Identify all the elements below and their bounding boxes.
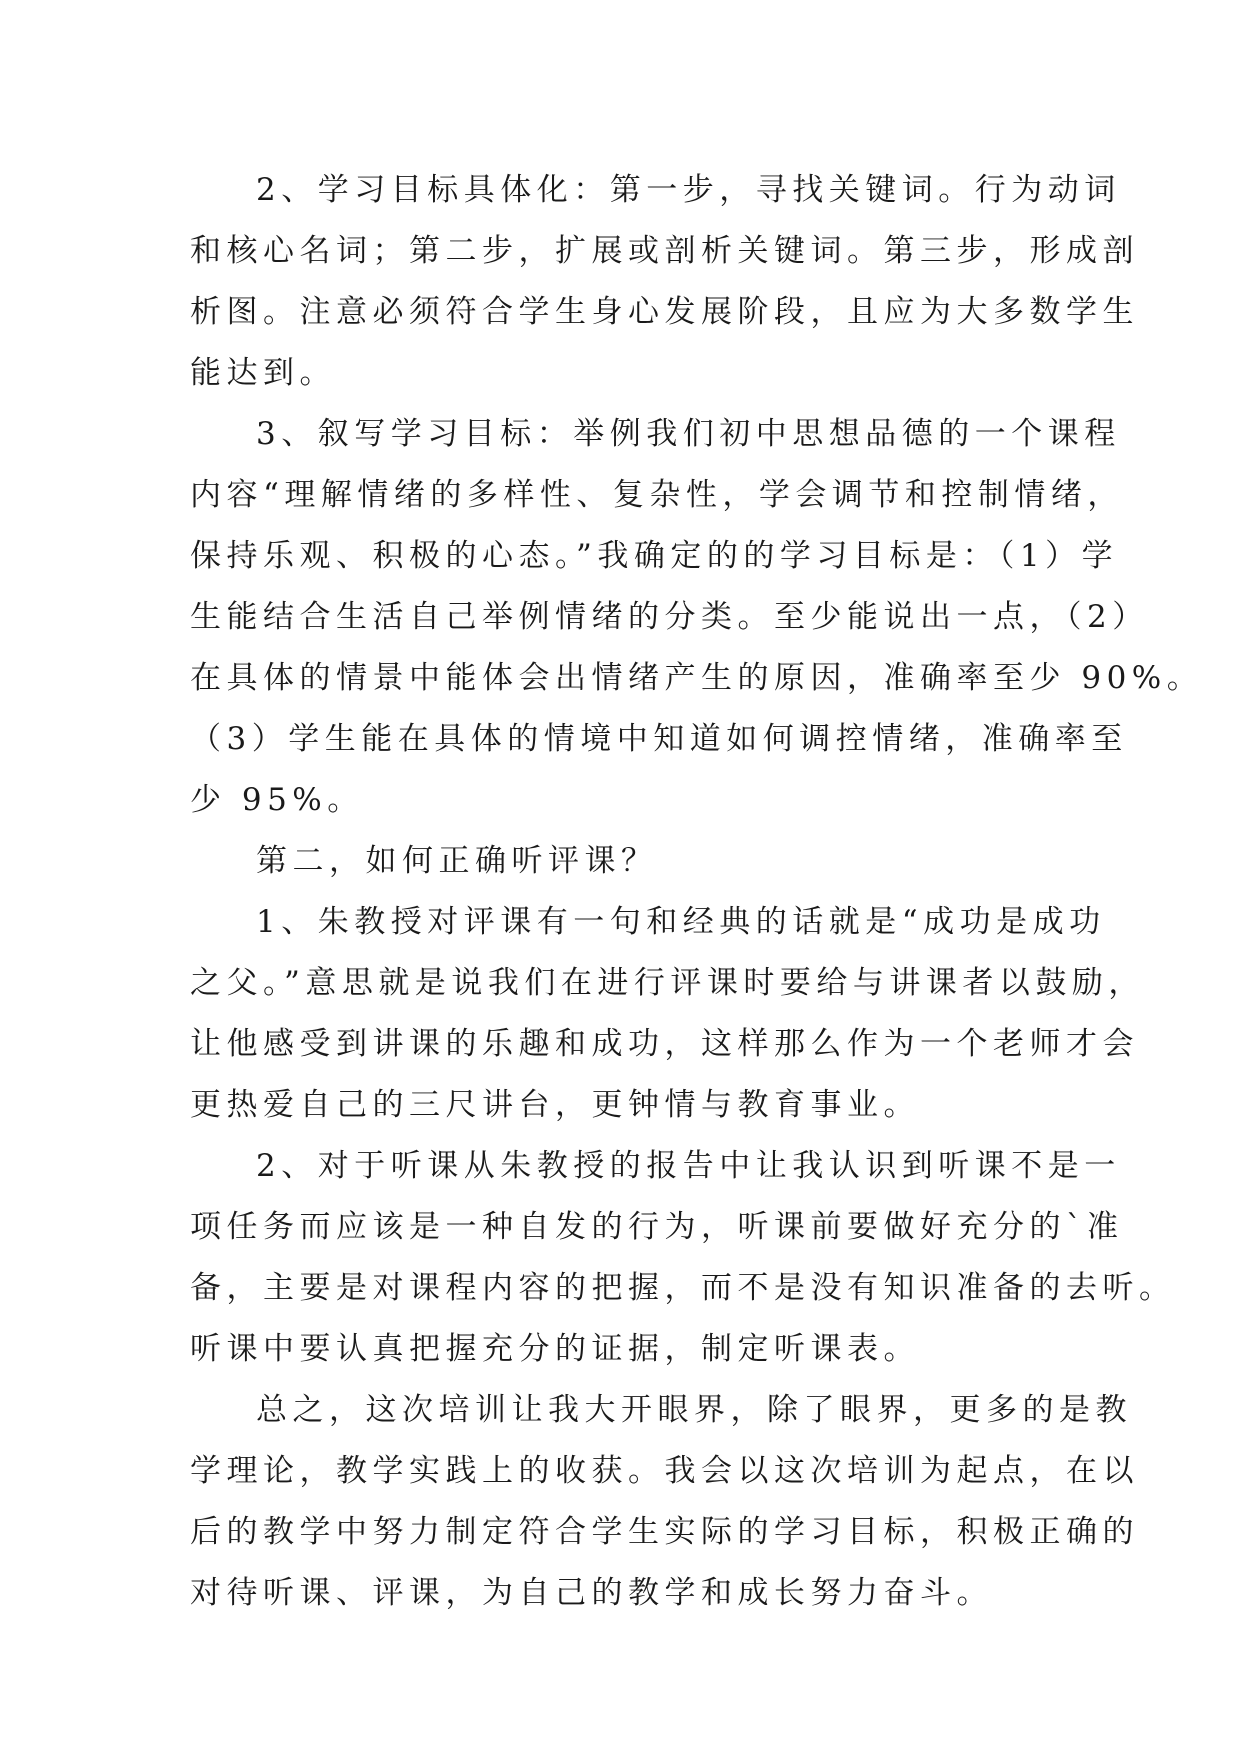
text-line: 1、朱教授对评课有一句和经典的话就是“成功是成功 bbox=[256, 904, 1106, 940]
text-line: 内容“理解情绪的多样性、复杂性，学会调节和控制情绪， bbox=[190, 477, 1124, 513]
text-line: 听课中要认真把握充分的证据，制定听课表。 bbox=[190, 1331, 920, 1367]
text-line: 生能结合生活自己举例情绪的分类。至少能说出一点，（2） bbox=[190, 599, 1149, 635]
text-line: 少 95%。 bbox=[190, 782, 364, 818]
text-line: 2、学习目标具体化：第一步，寻找关键词。行为动词 bbox=[256, 172, 1121, 208]
text-line: 2、对于听课从朱教授的报告中让我认识到听课不是一 bbox=[256, 1148, 1121, 1184]
paragraph-lesson-observation bbox=[190, 1136, 1176, 1380]
paragraph-learning-goals-specific bbox=[190, 160, 1139, 404]
paragraph-evaluation-quote bbox=[190, 892, 1145, 1136]
section-heading-lesson-evaluation bbox=[190, 831, 1090, 892]
text-line: 和核心名词；第二步，扩展或剖析关键词。第三步，形成剖 bbox=[190, 233, 1139, 269]
text-line: 更热爱自己的三尺讲台，更钟情与教育事业。 bbox=[190, 1087, 920, 1123]
text-line: 对待听课、评课，为自己的教学和成长努力奋斗。 bbox=[190, 1575, 993, 1611]
text-line: 析图。注意必须符合学生身心发展阶段，且应为大多数学生 bbox=[190, 294, 1139, 330]
paragraph-write-learning-goals bbox=[190, 404, 1204, 831]
text-line: 之父。”意思就是说我们在进行评课时要给与讲课者以鼓励， bbox=[190, 965, 1145, 1001]
text-line: （3）学生能在具体的情境中知道如何调控情绪，准确率至 bbox=[190, 721, 1128, 757]
section-heading: 第二，如何正确听评课？ bbox=[256, 843, 658, 879]
text-line: 备，主要是对课程内容的把握，而不是没有知识准备的去听。 bbox=[190, 1270, 1176, 1306]
text-line: 项任务而应该是一种自发的行为，听课前要做好充分的`准 bbox=[190, 1209, 1124, 1245]
text-line: 保持乐观、积极的心态。”我确定的的学习目标是：（1）学 bbox=[190, 538, 1119, 574]
text-line: 让他感受到讲课的乐趣和成功，这样那么作为一个老师才会 bbox=[190, 1026, 1139, 1062]
text-line: 后的教学中努力制定符合学生实际的学习目标，积极正确的 bbox=[190, 1514, 1139, 1550]
text-line: 3、叙写学习目标：举例我们初中思想品德的一个课程 bbox=[256, 416, 1121, 452]
text-line: 学理论，教学实践上的收获。我会以这次培训为起点，在以 bbox=[190, 1453, 1139, 1489]
text-line: 在具体的情景中能体会出情绪产生的原因，准确率至少 90%。 bbox=[190, 660, 1204, 696]
text-line: 总之，这次培训让我大开眼界，除了眼界，更多的是教 bbox=[256, 1392, 1132, 1428]
paragraph-conclusion bbox=[190, 1380, 1139, 1624]
text-line: 能达到。 bbox=[190, 355, 336, 391]
document-body bbox=[190, 160, 1204, 1624]
